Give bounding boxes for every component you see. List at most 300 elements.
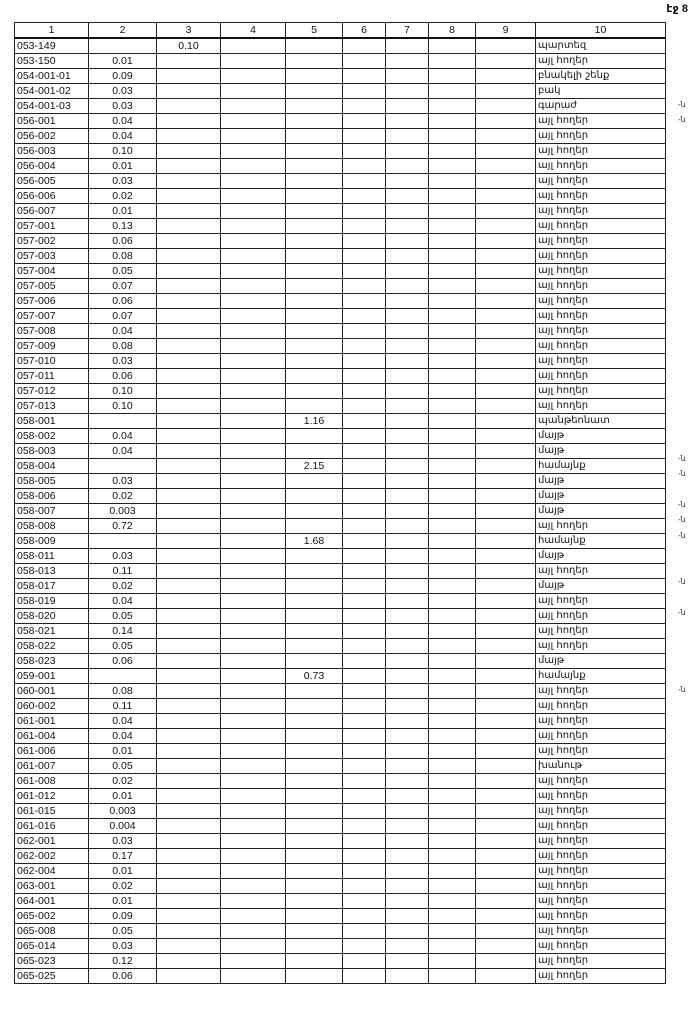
parcel-code-cell: 057-004 (15, 264, 89, 279)
parcel-code-cell: 057-007 (15, 309, 89, 324)
table-row (15, 204, 666, 219)
area-cell (476, 414, 536, 429)
area-cell (221, 939, 286, 954)
area-cell (476, 369, 536, 384)
area-cell (343, 939, 386, 954)
area-cell (429, 564, 476, 579)
land-use-cell: այլ հողեր (536, 159, 666, 174)
area-cell (429, 174, 476, 189)
area-cell (476, 324, 536, 339)
area-cell (476, 924, 536, 939)
land-use-cell: այլ հողեր (536, 909, 666, 924)
area-cell (221, 294, 286, 309)
area-cell (386, 129, 429, 144)
table-row (15, 609, 666, 624)
area-cell (221, 369, 286, 384)
area-cell (221, 174, 286, 189)
parcel-code-cell: 061-008 (15, 774, 89, 789)
area-cell (386, 699, 429, 714)
table-row (15, 624, 666, 639)
area-cell (157, 174, 221, 189)
area-cell (157, 324, 221, 339)
table-row (15, 594, 666, 609)
table-row (15, 339, 666, 354)
area-cell (286, 324, 343, 339)
margin-mark: -ն (678, 99, 686, 109)
margin-mark: -ն (678, 453, 686, 463)
margin-mark: -ն (678, 530, 686, 540)
parcel-code-cell: 059-001 (15, 669, 89, 684)
area-cell (343, 924, 386, 939)
area-cell (476, 189, 536, 204)
area-cell (343, 954, 386, 969)
table-row (15, 324, 666, 339)
parcel-code-cell: 058-017 (15, 579, 89, 594)
area-cell (157, 969, 221, 984)
area-cell: 1.68 (286, 534, 343, 549)
area-cell (286, 189, 343, 204)
area-cell (221, 129, 286, 144)
parcel-code-cell: 058-003 (15, 444, 89, 459)
area-cell (157, 684, 221, 699)
area-cell (476, 159, 536, 174)
area-cell (476, 114, 536, 129)
area-cell: 0.03 (89, 174, 157, 189)
area-cell (429, 669, 476, 684)
land-use-cell: այլ հողեր (536, 714, 666, 729)
area-cell (386, 369, 429, 384)
area-cell (221, 819, 286, 834)
area-cell (429, 819, 476, 834)
area-cell (476, 804, 536, 819)
land-use-cell: այլ հողեր (536, 819, 666, 834)
land-use-cell: այլ հողեր (536, 879, 666, 894)
area-cell (386, 954, 429, 969)
land-use-cell: այլ հողեր (536, 129, 666, 144)
area-cell (286, 549, 343, 564)
area-cell (286, 219, 343, 234)
area-cell (386, 219, 429, 234)
area-cell (429, 249, 476, 264)
area-cell (429, 309, 476, 324)
area-cell (221, 84, 286, 99)
area-cell (386, 489, 429, 504)
table-row (15, 729, 666, 744)
area-cell (343, 264, 386, 279)
area-cell (476, 594, 536, 609)
land-use-cell: այլ հողեր (536, 174, 666, 189)
area-cell (343, 474, 386, 489)
area-cell (476, 84, 536, 99)
area-cell (386, 249, 429, 264)
land-use-cell: այլ հողեր (536, 954, 666, 969)
area-cell (476, 54, 536, 69)
parcel-code-cell: 061-007 (15, 759, 89, 774)
area-cell: 0.01 (89, 789, 157, 804)
area-cell (386, 144, 429, 159)
area-cell: 0.11 (89, 564, 157, 579)
area-cell (429, 414, 476, 429)
area-cell (429, 204, 476, 219)
margin-annotations (674, 0, 696, 1010)
land-use-cell: այլ հողեր (536, 894, 666, 909)
area-cell (286, 654, 343, 669)
area-cell (386, 924, 429, 939)
parcel-code-cell: 058-007 (15, 504, 89, 519)
table-row (15, 549, 666, 564)
table-row (15, 639, 666, 654)
table-body (15, 38, 666, 984)
area-cell (386, 279, 429, 294)
area-cell (476, 939, 536, 954)
area-cell (343, 774, 386, 789)
area-cell (386, 234, 429, 249)
table-row (15, 954, 666, 969)
area-cell: 0.02 (89, 879, 157, 894)
area-cell (221, 849, 286, 864)
area-cell (429, 99, 476, 114)
area-cell (343, 879, 386, 894)
header-row (15, 23, 666, 39)
area-cell (157, 399, 221, 414)
land-use-cell: այլ հողեր (536, 219, 666, 234)
area-cell (476, 699, 536, 714)
area-cell (221, 894, 286, 909)
parcel-code-cell: 058-019 (15, 594, 89, 609)
parcel-code-cell: 063-001 (15, 879, 89, 894)
area-cell (157, 669, 221, 684)
area-cell: 0.04 (89, 114, 157, 129)
parcel-code-cell: 056-005 (15, 174, 89, 189)
land-use-cell: այլ հողեր (536, 519, 666, 534)
area-cell (476, 354, 536, 369)
area-cell: 0.09 (89, 69, 157, 84)
area-cell (429, 38, 476, 54)
column-header: 4 (221, 23, 286, 39)
area-cell (429, 324, 476, 339)
area-cell (429, 579, 476, 594)
table-row (15, 444, 666, 459)
area-cell (343, 789, 386, 804)
area-cell (221, 204, 286, 219)
area-cell (429, 849, 476, 864)
area-cell (386, 399, 429, 414)
area-cell (221, 279, 286, 294)
table-row (15, 399, 666, 414)
area-cell (429, 369, 476, 384)
area-cell (429, 624, 476, 639)
parcel-code-cell: 064-001 (15, 894, 89, 909)
area-cell: 2.15 (286, 459, 343, 474)
area-cell (286, 564, 343, 579)
parcel-code-cell: 061-016 (15, 819, 89, 834)
area-cell (286, 69, 343, 84)
area-cell (343, 504, 386, 519)
area-cell: 0.13 (89, 219, 157, 234)
area-cell (429, 294, 476, 309)
area-cell (286, 129, 343, 144)
land-use-cell: պանթեոնատ (536, 414, 666, 429)
area-cell (476, 729, 536, 744)
area-cell (386, 549, 429, 564)
parcel-code-cell: 054-001-01 (15, 69, 89, 84)
area-cell (221, 324, 286, 339)
area-cell (429, 489, 476, 504)
area-cell (476, 684, 536, 699)
land-use-cell: այլ հողեր (536, 849, 666, 864)
area-cell (429, 69, 476, 84)
area-cell (429, 429, 476, 444)
table-row (15, 759, 666, 774)
parcel-code-cell: 056-001 (15, 114, 89, 129)
area-cell: 0.06 (89, 234, 157, 249)
area-cell (429, 339, 476, 354)
table-row (15, 579, 666, 594)
area-cell (476, 129, 536, 144)
area-cell (429, 219, 476, 234)
land-use-cell: այլ հողեր (536, 309, 666, 324)
parcel-code-cell: 057-003 (15, 249, 89, 264)
parcel-code-cell: 061-006 (15, 744, 89, 759)
parcel-code-cell: 057-009 (15, 339, 89, 354)
table-row (15, 864, 666, 879)
area-cell (157, 804, 221, 819)
area-cell (343, 579, 386, 594)
area-cell (386, 624, 429, 639)
land-register-table (14, 22, 666, 984)
area-cell (157, 834, 221, 849)
parcel-code-cell: 058-001 (15, 414, 89, 429)
area-cell: 0.10 (89, 399, 157, 414)
parcel-code-cell: 058-021 (15, 624, 89, 639)
margin-mark: -ն (678, 500, 686, 509)
parcel-code-cell: 054-001-03 (15, 99, 89, 114)
parcel-code-cell: 058-023 (15, 654, 89, 669)
area-cell (221, 99, 286, 114)
area-cell: 0.05 (89, 609, 157, 624)
area-cell (476, 339, 536, 354)
area-cell: 0.72 (89, 519, 157, 534)
area-cell (343, 399, 386, 414)
area-cell (386, 654, 429, 669)
parcel-code-cell: 057-005 (15, 279, 89, 294)
area-cell (476, 654, 536, 669)
area-cell (157, 924, 221, 939)
area-cell (386, 38, 429, 54)
parcel-code-cell: 057-008 (15, 324, 89, 339)
area-cell (157, 339, 221, 354)
area-cell (429, 504, 476, 519)
parcel-code-cell: 058-013 (15, 564, 89, 579)
area-cell (429, 609, 476, 624)
table-row (15, 804, 666, 819)
area-cell (429, 879, 476, 894)
area-cell (221, 219, 286, 234)
parcel-code-cell: 058-008 (15, 519, 89, 534)
table-row (15, 354, 666, 369)
area-cell (429, 234, 476, 249)
area-cell (221, 594, 286, 609)
area-cell (343, 459, 386, 474)
area-cell (429, 774, 476, 789)
area-cell (476, 429, 536, 444)
land-use-cell: մայթ (536, 579, 666, 594)
land-use-cell: համայնք (536, 459, 666, 474)
area-cell (221, 38, 286, 54)
area-cell (286, 249, 343, 264)
area-cell (343, 909, 386, 924)
area-cell (157, 69, 221, 84)
area-cell (476, 474, 536, 489)
column-header: 9 (476, 23, 536, 39)
area-cell (286, 939, 343, 954)
area-cell (286, 594, 343, 609)
area-cell (157, 504, 221, 519)
area-cell (221, 774, 286, 789)
table-row (15, 219, 666, 234)
area-cell (476, 549, 536, 564)
land-use-cell: այլ հողեր (536, 234, 666, 249)
table-row (15, 669, 666, 684)
area-cell (157, 954, 221, 969)
parcel-code-cell: 057-010 (15, 354, 89, 369)
parcel-code-cell: 062-001 (15, 834, 89, 849)
land-use-cell: այլ հողեր (536, 699, 666, 714)
area-cell (221, 234, 286, 249)
area-cell (343, 294, 386, 309)
area-cell (157, 369, 221, 384)
area-cell (221, 189, 286, 204)
area-cell (286, 489, 343, 504)
area-cell (476, 204, 536, 219)
area-cell (157, 429, 221, 444)
land-use-cell: այլ հողեր (536, 354, 666, 369)
area-cell (386, 309, 429, 324)
area-cell: 0.08 (89, 339, 157, 354)
land-use-cell: այլ հողեր (536, 279, 666, 294)
area-cell (429, 939, 476, 954)
area-cell (157, 414, 221, 429)
area-cell (386, 579, 429, 594)
area-cell (221, 624, 286, 639)
table-row (15, 939, 666, 954)
area-cell (476, 234, 536, 249)
area-cell (343, 744, 386, 759)
area-cell (157, 594, 221, 609)
area-cell (221, 969, 286, 984)
area-cell (89, 38, 157, 54)
area-cell (476, 294, 536, 309)
area-cell: 0.03 (89, 99, 157, 114)
area-cell (286, 339, 343, 354)
land-use-cell: մայթ (536, 654, 666, 669)
area-cell: 0.03 (89, 354, 157, 369)
area-cell (221, 504, 286, 519)
area-cell (286, 894, 343, 909)
area-cell (386, 774, 429, 789)
parcel-code-cell: 053-150 (15, 54, 89, 69)
margin-mark: -ն (678, 577, 686, 586)
table-row (15, 234, 666, 249)
area-cell (286, 849, 343, 864)
area-cell (286, 99, 343, 114)
area-cell (286, 609, 343, 624)
land-use-cell: այլ հողեր (536, 339, 666, 354)
table-row (15, 384, 666, 399)
area-cell (157, 564, 221, 579)
area-cell (386, 684, 429, 699)
area-cell (476, 69, 536, 84)
area-cell (343, 339, 386, 354)
page-label: էջ 8 (666, 3, 688, 15)
land-use-cell: այլ հողեր (536, 144, 666, 159)
area-cell: 0.004 (89, 819, 157, 834)
area-cell (157, 639, 221, 654)
area-cell (343, 714, 386, 729)
area-cell (476, 99, 536, 114)
margin-mark: -ն (678, 684, 686, 694)
area-cell (386, 879, 429, 894)
area-cell (343, 354, 386, 369)
area-cell (157, 114, 221, 129)
area-cell (343, 84, 386, 99)
area-cell (476, 519, 536, 534)
area-cell (221, 474, 286, 489)
margin-mark: -ն (678, 515, 686, 525)
area-cell (429, 594, 476, 609)
area-cell (429, 144, 476, 159)
area-cell: 0.10 (157, 38, 221, 54)
area-cell (157, 249, 221, 264)
area-cell (157, 159, 221, 174)
parcel-code-cell: 065-014 (15, 939, 89, 954)
area-cell (343, 684, 386, 699)
area-cell (157, 474, 221, 489)
area-cell: 0.03 (89, 939, 157, 954)
area-cell (157, 714, 221, 729)
parcel-code-cell: 058-002 (15, 429, 89, 444)
table-row (15, 654, 666, 669)
land-use-cell: բակ (536, 84, 666, 99)
area-cell (221, 579, 286, 594)
land-use-cell: համայնք (536, 669, 666, 684)
area-cell (386, 834, 429, 849)
area-cell (476, 969, 536, 984)
area-cell (429, 699, 476, 714)
area-cell (221, 309, 286, 324)
area-cell (343, 534, 386, 549)
table-row (15, 834, 666, 849)
land-use-cell: այլ հողեր (536, 789, 666, 804)
area-cell (221, 384, 286, 399)
area-cell (157, 204, 221, 219)
area-cell (386, 534, 429, 549)
area-cell (386, 69, 429, 84)
area-cell (89, 414, 157, 429)
area-cell (286, 954, 343, 969)
area-cell: 0.10 (89, 384, 157, 399)
area-cell: 0.11 (89, 699, 157, 714)
area-cell: 0.12 (89, 954, 157, 969)
parcel-code-cell: 065-025 (15, 969, 89, 984)
table-row (15, 714, 666, 729)
area-cell (157, 144, 221, 159)
area-cell (286, 729, 343, 744)
table-row (15, 99, 666, 114)
area-cell (221, 354, 286, 369)
area-cell (343, 159, 386, 174)
area-cell: 0.06 (89, 654, 157, 669)
